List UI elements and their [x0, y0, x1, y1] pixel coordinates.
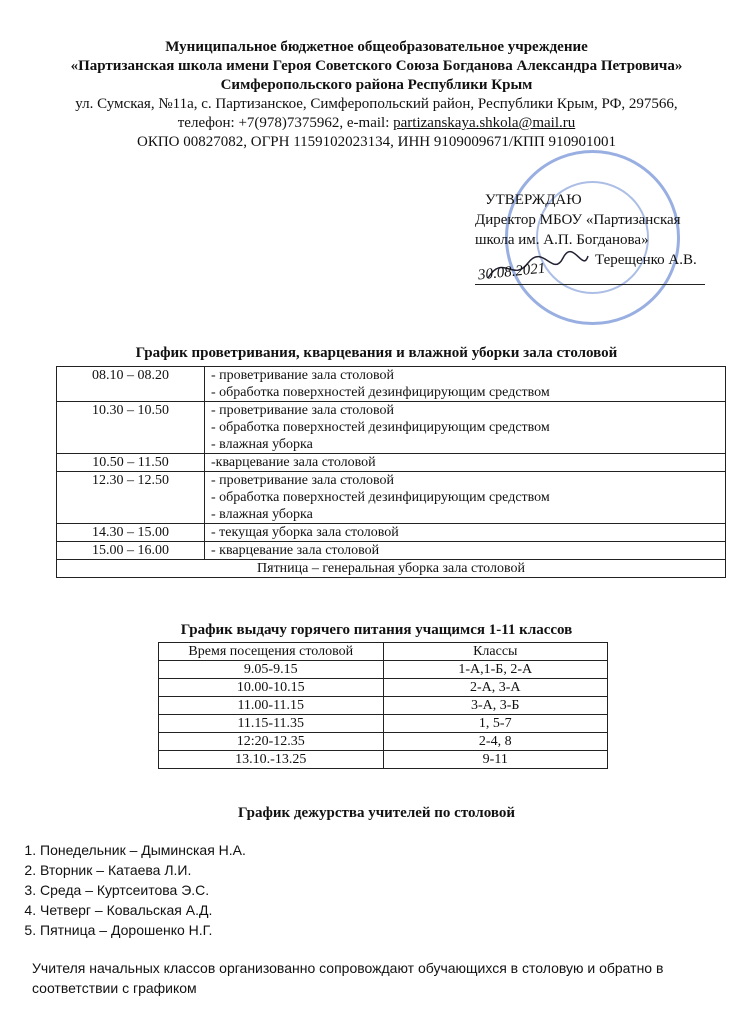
header-line-3: Симферопольского района Республики Крым [220, 77, 533, 93]
meals-row [159, 661, 608, 679]
ventilation-task: - кварцевание зала столовой [211, 543, 380, 558]
meals-cell: 3-А, 3-Б [383, 697, 608, 715]
ventilation-table [56, 366, 726, 578]
ventilation-row [57, 402, 726, 454]
duty-list [8, 840, 246, 940]
ventilation-row [57, 454, 726, 472]
duty-item: 2. Вторник – Катаева Л.И. [40, 860, 246, 880]
ventilation-task: - влажная уборка [211, 507, 313, 522]
meals-header-cell: Время посещения столовой [159, 643, 384, 661]
duty-item: 5. Пятница – Дорошенко Н.Г. [40, 920, 246, 940]
approval-signer: Терещенко А.В. [595, 252, 697, 268]
header-line-2: «Партизанская школа имени Героя Советского Союза Богданова Александра Петровича» [70, 58, 683, 74]
duty-item: 4. Четверг – Ковальская А.Д. [40, 900, 246, 920]
ventilation-tasks-cell [205, 542, 726, 560]
email-link[interactable]: partizanskaya.shkola@mail.ru [393, 115, 576, 131]
duty-item: 3. Среда – Куртсеитова Э.С. [40, 880, 246, 900]
ventilation-task: - проветривание зала столовой [211, 368, 395, 383]
ventilation-tasks-cell [205, 367, 726, 402]
meals-cell: 9.05-9.15 [159, 661, 384, 679]
meals-cell: 9-11 [383, 751, 608, 769]
approval-word: УТВЕРЖДАЮ [485, 192, 582, 208]
signature-line [475, 284, 705, 285]
ventilation-task: - текущая уборка зала столовой [211, 525, 399, 540]
ventilation-row [57, 524, 726, 542]
meals-row [159, 733, 608, 751]
meals-header-cell: Классы [383, 643, 608, 661]
ventilation-tasks-cell [205, 472, 726, 524]
meals-row [159, 679, 608, 697]
header-line-1: Муниципальное бюджетное общеобразовательное учреждение [165, 39, 588, 55]
meals-cell: 12:20-12.35 [159, 733, 384, 751]
meals-cell: 10.00-10.15 [159, 679, 384, 697]
duty-item: 1. Понедельник – Дыминская Н.А. [40, 840, 246, 860]
header-codes: ОКПО 00827082, ОГРН 1159102023134, ИНН 9109009671/КПП 910901001 [137, 134, 616, 150]
meals-cell: 1-А,1-Б, 2-А [383, 661, 608, 679]
ventilation-task: - обработка поверхностей дезинфицирующим средством [211, 385, 550, 400]
meals-cell: 13.10.-13.25 [159, 751, 384, 769]
duty-title: График дежурства учителей по столовой [238, 805, 515, 821]
ventilation-task: -кварцевание зала столовой [211, 455, 376, 470]
ventilation-time-cell: 15.00 – 16.00 [57, 542, 205, 560]
header-address: ул. Сумская, №11а, с. Партизанское, Симферопольский район, Республики Крым, РФ, 297566, [75, 96, 678, 112]
approval-line-2: школа им. А.П. Богданова» [475, 232, 649, 248]
ventilation-row [57, 367, 726, 402]
ventilation-task: - обработка поверхностей дезинфицирующим средством [211, 490, 550, 505]
ventilation-time-cell: 08.10 – 08.20 [57, 367, 205, 402]
meals-cell: 11.00-11.15 [159, 697, 384, 715]
meals-row [159, 715, 608, 733]
ventilation-time-cell: 14.30 – 15.00 [57, 524, 205, 542]
escort-note: Учителя начальных классов организованно сопровождают обучающихся в столовую и обратно в соответствии с графиком [32, 960, 664, 996]
ventilation-task: - обработка поверхностей дезинфицирующим средством [211, 420, 550, 435]
approval-date: 30.08.2021 [477, 260, 547, 284]
ventilation-task: - влажная уборка [211, 437, 313, 452]
meals-cell: 11.15-11.35 [159, 715, 384, 733]
meals-cell: 1, 5-7 [383, 715, 608, 733]
meals-cell: 2-4, 8 [383, 733, 608, 751]
meals-row [159, 751, 608, 769]
ventilation-tasks-cell [205, 402, 726, 454]
meals-header-row [159, 643, 608, 661]
meals-row [159, 697, 608, 715]
institution-header [0, 38, 753, 152]
ventilation-row [57, 542, 726, 560]
meals-cell: 2-А, 3-А [383, 679, 608, 697]
header-contacts: телефон: +7(978)7375962, e-mail: partizanskaya.shkola@mail.ru [177, 115, 576, 131]
approval-line-1: Директор МБОУ «Партизанская [475, 212, 681, 228]
ventilation-row [57, 472, 726, 524]
meals-title: График выдачу горячего питания учащимся 1-11 классов [180, 622, 573, 638]
ventilation-time-cell: 10.30 – 10.50 [57, 402, 205, 454]
ventilation-tasks-cell [205, 524, 726, 542]
ventilation-time-cell: 12.30 – 12.50 [57, 472, 205, 524]
ventilation-task: - проветривание зала столовой [211, 403, 395, 418]
meals-table [158, 642, 608, 769]
ventilation-title: График проветривания, кварцевания и влажной уборки зала столовой [135, 345, 618, 361]
ventilation-task: - проветривание зала столовой [211, 473, 395, 488]
ventilation-time-cell: 10.50 – 11.50 [57, 454, 205, 472]
ventilation-tasks-cell [205, 454, 726, 472]
ventilation-footer: Пятница – генеральная уборка зала столовой [57, 560, 726, 578]
